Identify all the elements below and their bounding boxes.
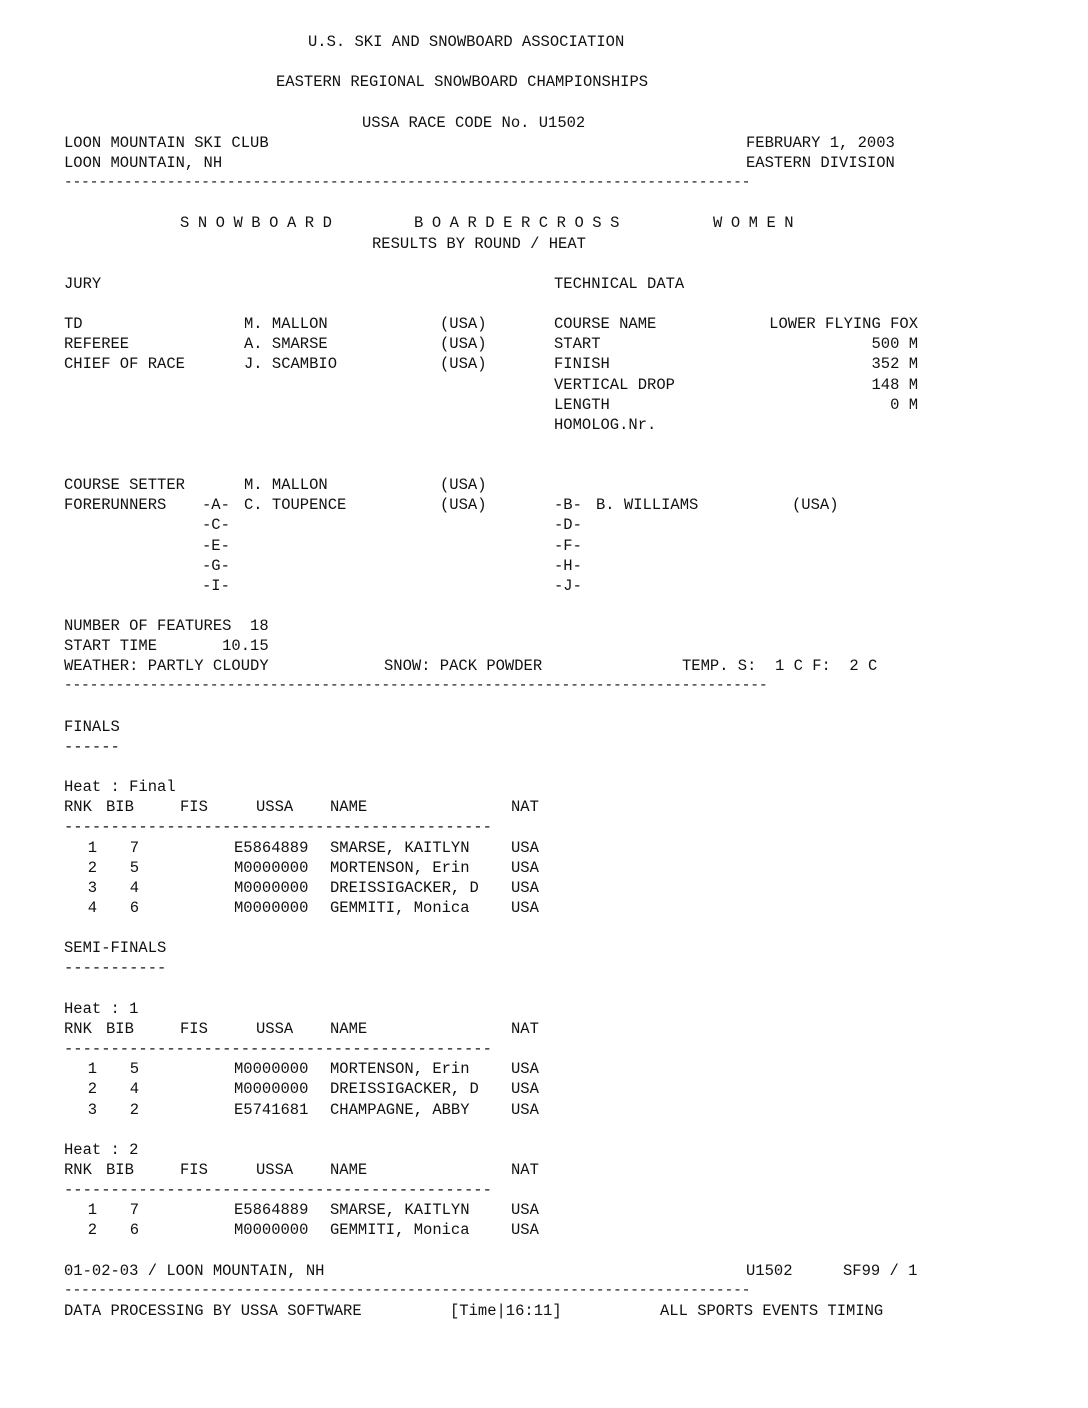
cell-rnk: 2 bbox=[87, 1221, 97, 1239]
tech-label: COURSE NAME bbox=[554, 315, 657, 333]
header-org-line bbox=[0, 32, 1088, 52]
jury-name: J. SCAMBIO bbox=[244, 355, 338, 373]
forerunner-code: -F- bbox=[554, 537, 582, 555]
cell-name: DREISSIGACKER, D bbox=[330, 879, 479, 897]
col-ussa: USSA bbox=[256, 1161, 294, 1179]
club-line bbox=[0, 133, 1088, 153]
col-rnk: RNK bbox=[64, 798, 92, 816]
cell-ussa: E5741681 bbox=[234, 1101, 309, 1119]
cell-bib: 7 bbox=[129, 1201, 139, 1219]
start-time: START TIME 10.15 bbox=[64, 637, 269, 655]
cell-nat: USA bbox=[511, 1060, 539, 1078]
jury-name: M. MALLON bbox=[244, 315, 328, 333]
cell-bib: 2 bbox=[129, 1101, 139, 1119]
table-row bbox=[0, 1079, 1088, 1099]
cell-ussa: E5864889 bbox=[234, 1201, 309, 1219]
cell-ussa: M0000000 bbox=[234, 859, 309, 877]
cell-ussa: M0000000 bbox=[234, 1060, 309, 1078]
heat-label: Heat : 2 bbox=[64, 1141, 139, 1159]
col-fis: FIS bbox=[180, 1020, 208, 1038]
gender-title: WOMEN bbox=[713, 214, 803, 232]
jury-row bbox=[0, 314, 1088, 334]
table-rule bbox=[0, 1180, 1088, 1200]
col-name: NAME bbox=[330, 1020, 368, 1038]
col-nat: NAT bbox=[511, 798, 539, 816]
setter-nat: (USA) bbox=[440, 476, 487, 494]
cell-ussa: M0000000 bbox=[234, 879, 309, 897]
col-bib: BIB bbox=[106, 798, 134, 816]
subtitle-line bbox=[0, 234, 1088, 254]
divider: -------------------------------------------------------------------------------- bbox=[64, 175, 751, 191]
tech-value: 0 M bbox=[890, 396, 918, 414]
forerunner-code: -D- bbox=[554, 516, 582, 534]
cell-name: GEMMITI, Monica bbox=[330, 1221, 470, 1239]
tech-label: VERTICAL DROP bbox=[554, 376, 675, 394]
forerunners-label: FORERUNNERS bbox=[64, 496, 167, 514]
forerunner-row bbox=[0, 536, 1088, 556]
club-name: LOON MOUNTAIN SKI CLUB bbox=[64, 134, 269, 152]
finals-underline-line bbox=[0, 737, 1088, 757]
event-title: BOARDERCROSS bbox=[414, 214, 628, 232]
column-header-row bbox=[0, 1019, 1088, 1039]
footer-race-code: U1502 bbox=[746, 1262, 793, 1280]
section-headings bbox=[0, 274, 1088, 294]
cell-rnk: 1 bbox=[87, 1201, 97, 1219]
heat1-label-line bbox=[0, 999, 1088, 1019]
cell-name: MORTENSON, Erin bbox=[330, 859, 470, 877]
cell-bib: 4 bbox=[129, 1080, 139, 1098]
cell-nat: USA bbox=[511, 1101, 539, 1119]
col-ussa: USSA bbox=[256, 798, 294, 816]
header-code-line bbox=[0, 113, 1088, 133]
col-ussa: USSA bbox=[256, 1020, 294, 1038]
cell-nat: USA bbox=[511, 1080, 539, 1098]
table-rule bbox=[0, 1039, 1088, 1059]
forerunner-code: -I- bbox=[202, 577, 230, 595]
technical-heading: TECHNICAL DATA bbox=[554, 275, 685, 293]
jury-heading: JURY bbox=[64, 275, 102, 293]
cell-bib: 6 bbox=[129, 899, 139, 917]
cell-rnk: 4 bbox=[87, 899, 97, 917]
cell-ussa: E5864889 bbox=[234, 839, 309, 857]
cell-name: DREISSIGACKER, D bbox=[330, 1080, 479, 1098]
processing-credit: DATA PROCESSING BY USSA SOFTWARE bbox=[64, 1302, 362, 1320]
table-row bbox=[0, 1059, 1088, 1079]
event-name: EASTERN REGIONAL SNOWBOARD CHAMPIONSHIPS bbox=[276, 73, 649, 91]
tech-row bbox=[0, 395, 1088, 415]
tech-label: FINISH bbox=[554, 355, 610, 373]
cell-name: GEMMITI, Monica bbox=[330, 899, 470, 917]
cell-nat: USA bbox=[511, 879, 539, 897]
jury-nat: (USA) bbox=[440, 355, 487, 373]
tech-label: LENGTH bbox=[554, 396, 610, 414]
race-location: LOON MOUNTAIN, NH bbox=[64, 154, 223, 172]
forerunner-code: -J- bbox=[554, 577, 582, 595]
col-bib: BIB bbox=[106, 1020, 134, 1038]
cell-nat: USA bbox=[511, 859, 539, 877]
forerunner-name: C. TOUPENCE bbox=[244, 496, 347, 514]
col-fis: FIS bbox=[180, 1161, 208, 1179]
divider: ---------------------------------------------- bbox=[64, 1040, 492, 1058]
weather-line bbox=[0, 656, 1088, 676]
cell-rnk: 1 bbox=[87, 1060, 97, 1078]
heading-underline: ----------- bbox=[64, 959, 167, 977]
heat2-label-line bbox=[0, 1140, 1088, 1160]
jury-row bbox=[0, 334, 1088, 354]
features-line bbox=[0, 616, 1088, 636]
jury-role: TD bbox=[64, 315, 83, 333]
race-date: FEBRUARY 1, 2003 bbox=[746, 134, 895, 152]
cell-bib: 6 bbox=[129, 1221, 139, 1239]
forerunner-row bbox=[0, 495, 1088, 515]
tech-value: 500 M bbox=[871, 335, 918, 353]
cell-bib: 5 bbox=[129, 1060, 139, 1078]
column-header-row bbox=[0, 1160, 1088, 1180]
heading-underline: ------ bbox=[64, 738, 120, 756]
table-row bbox=[0, 1220, 1088, 1240]
table-row bbox=[0, 1200, 1088, 1220]
cell-bib: 7 bbox=[129, 839, 139, 857]
col-nat: NAT bbox=[511, 1161, 539, 1179]
discipline-title: SNOWBOARD bbox=[180, 214, 341, 232]
title-line bbox=[0, 213, 1088, 233]
heat-label: Heat : 1 bbox=[64, 1000, 139, 1018]
cell-nat: USA bbox=[511, 899, 539, 917]
forerunner-name: B. WILLIAMS bbox=[596, 496, 699, 514]
race-code: USSA RACE CODE No. U1502 bbox=[362, 114, 586, 132]
rule-footer bbox=[0, 1281, 1088, 1301]
tech-row bbox=[0, 375, 1088, 395]
snow: SNOW: PACK POWDER bbox=[384, 657, 543, 675]
rule-conditions bbox=[0, 676, 1088, 696]
org-name: U.S. SKI AND SNOWBOARD ASSOCIATION bbox=[308, 33, 625, 51]
forerunner-row bbox=[0, 556, 1088, 576]
table-rule bbox=[0, 817, 1088, 837]
tech-label: START bbox=[554, 335, 601, 353]
cell-bib: 4 bbox=[129, 879, 139, 897]
forerunner-row bbox=[0, 576, 1088, 596]
col-fis: FIS bbox=[180, 798, 208, 816]
footer-date-location: 01-02-03 / LOON MOUNTAIN, NH bbox=[64, 1262, 325, 1280]
start-time-line bbox=[0, 636, 1088, 656]
table-row bbox=[0, 898, 1088, 918]
semis-heading-line bbox=[0, 938, 1088, 958]
cell-rnk: 2 bbox=[87, 859, 97, 877]
footer-processing-line bbox=[0, 1301, 1088, 1321]
finals-heading-line bbox=[0, 717, 1088, 737]
cell-ussa: M0000000 bbox=[234, 899, 309, 917]
table-row bbox=[0, 878, 1088, 898]
cell-ussa: M0000000 bbox=[234, 1221, 309, 1239]
col-rnk: RNK bbox=[64, 1161, 92, 1179]
cell-name: SMARSE, KAITLYN bbox=[330, 1201, 470, 1219]
semis-underline-line bbox=[0, 958, 1088, 978]
jury-role: CHIEF OF RACE bbox=[64, 355, 185, 373]
setter-name: M. MALLON bbox=[244, 476, 328, 494]
forerunner-code: -G- bbox=[202, 557, 230, 575]
cell-nat: USA bbox=[511, 1201, 539, 1219]
divider: ---------------------------------------------------------------------------------- bbox=[64, 678, 768, 694]
tech-value: LOWER FLYING FOX bbox=[769, 315, 918, 333]
cell-ussa: M0000000 bbox=[234, 1080, 309, 1098]
setter-row bbox=[0, 475, 1088, 495]
finals-heading: FINALS bbox=[64, 718, 120, 736]
cell-bib: 5 bbox=[129, 859, 139, 877]
cell-nat: USA bbox=[511, 839, 539, 857]
features-count: NUMBER OF FEATURES 18 bbox=[64, 617, 269, 635]
cell-name: SMARSE, KAITLYN bbox=[330, 839, 470, 857]
col-rnk: RNK bbox=[64, 1020, 92, 1038]
rule-header bbox=[0, 173, 1088, 193]
semis-heading: SEMI-FINALS bbox=[64, 939, 167, 957]
table-row bbox=[0, 1100, 1088, 1120]
table-row bbox=[0, 858, 1088, 878]
forerunner-code: -C- bbox=[202, 516, 230, 534]
cell-name: MORTENSON, Erin bbox=[330, 1060, 470, 1078]
setter-label: COURSE SETTER bbox=[64, 476, 185, 494]
tech-value: 352 M bbox=[871, 355, 918, 373]
forerunner-row bbox=[0, 515, 1088, 535]
jury-row bbox=[0, 354, 1088, 374]
forerunner-code: -B- bbox=[554, 496, 582, 514]
cell-rnk: 3 bbox=[87, 1101, 97, 1119]
footer-info-line bbox=[0, 1261, 1088, 1281]
cell-nat: USA bbox=[511, 1221, 539, 1239]
tech-value: 148 M bbox=[871, 376, 918, 394]
race-division: EASTERN DIVISION bbox=[746, 154, 895, 172]
forerunner-code: -A- bbox=[202, 496, 230, 514]
cell-rnk: 3 bbox=[87, 879, 97, 897]
final-heat-label-line bbox=[0, 777, 1088, 797]
subtitle: RESULTS BY ROUND / HEAT bbox=[372, 235, 586, 253]
cell-rnk: 1 bbox=[87, 839, 97, 857]
header-event-line bbox=[0, 72, 1088, 92]
col-name: NAME bbox=[330, 798, 368, 816]
col-nat: NAT bbox=[511, 1020, 539, 1038]
location-line bbox=[0, 153, 1088, 173]
temperature: TEMP. S: 1 C F: 2 C bbox=[682, 657, 878, 675]
forerunner-code: -H- bbox=[554, 557, 582, 575]
divider: ---------------------------------------------- bbox=[64, 1181, 492, 1199]
jury-name: A. SMARSE bbox=[244, 335, 328, 353]
forerunner-code: -E- bbox=[202, 537, 230, 555]
cell-name: CHAMPAGNE, ABBY bbox=[330, 1101, 470, 1119]
heat-label: Heat : Final bbox=[64, 778, 176, 796]
col-bib: BIB bbox=[106, 1161, 134, 1179]
forerunner-nat: (USA) bbox=[792, 496, 839, 514]
column-header-row bbox=[0, 797, 1088, 817]
tech-label: HOMOLOG.Nr. bbox=[554, 416, 657, 434]
jury-nat: (USA) bbox=[440, 315, 487, 333]
tech-row bbox=[0, 415, 1088, 435]
forerunner-nat: (USA) bbox=[440, 496, 487, 514]
jury-nat: (USA) bbox=[440, 335, 487, 353]
footer-page: SF99 / 1 bbox=[843, 1262, 918, 1280]
col-name: NAME bbox=[330, 1161, 368, 1179]
timing-credit: ALL SPORTS EVENTS TIMING bbox=[660, 1302, 884, 1320]
divider: ---------------------------------------------- bbox=[64, 818, 492, 836]
cell-rnk: 2 bbox=[87, 1080, 97, 1098]
table-row bbox=[0, 838, 1088, 858]
jury-role: REFEREE bbox=[64, 335, 130, 353]
print-time: [Time|16:11] bbox=[450, 1302, 562, 1320]
weather: WEATHER: PARTLY CLOUDY bbox=[64, 657, 269, 675]
divider: -------------------------------------------------------------------------------- bbox=[64, 1283, 751, 1299]
